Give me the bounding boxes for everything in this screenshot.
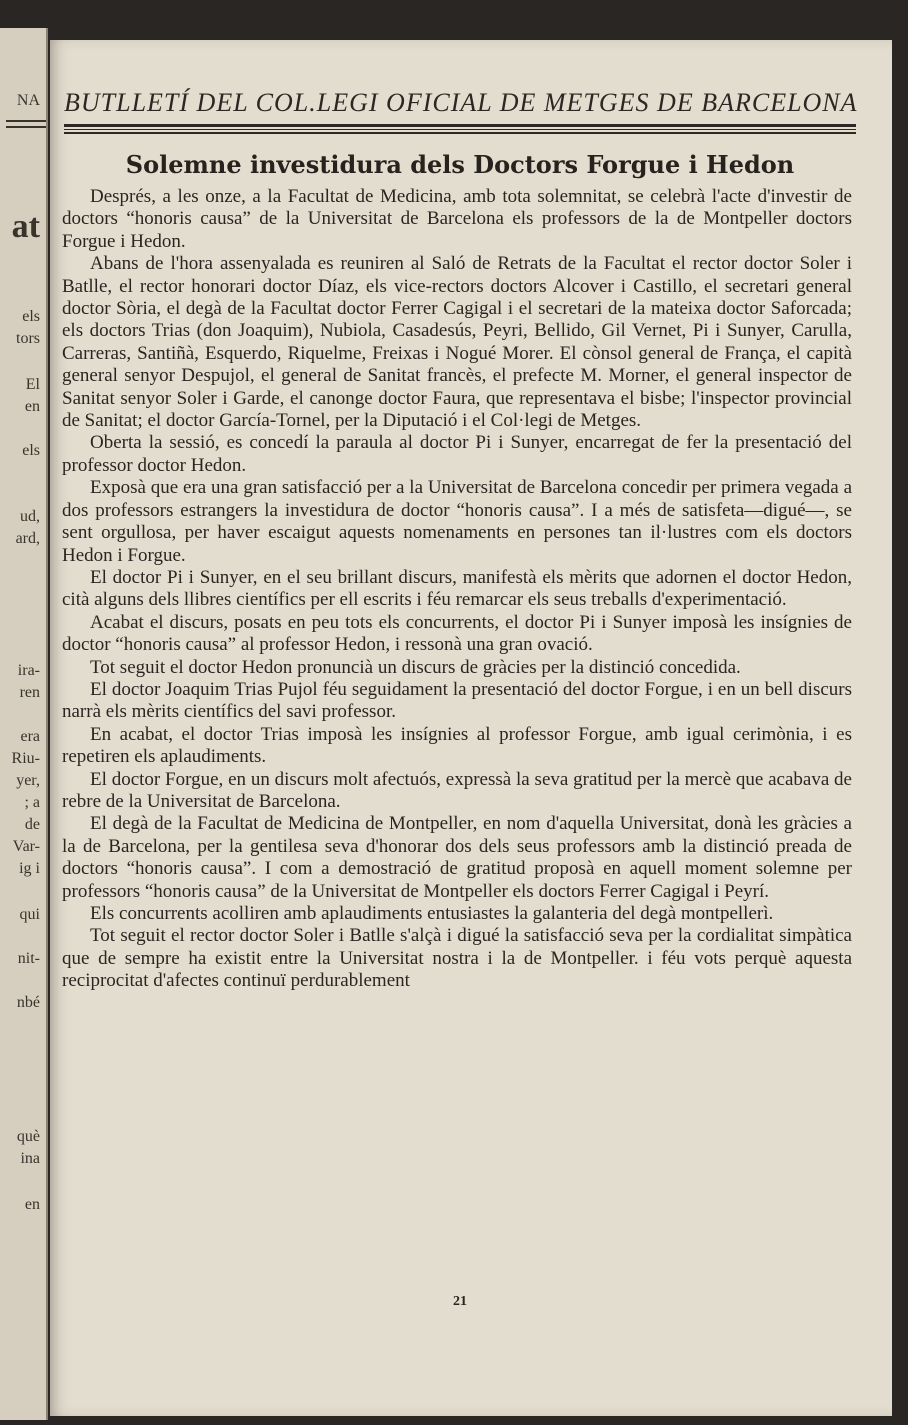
header-rule <box>64 124 856 127</box>
facing-page-fragment: ud, <box>20 508 40 525</box>
paragraph: En acabat, el doctor Trias imposà les insígnies al professor Forgue, amb igual cerimònia, i es repetiren els aplaudiments. <box>62 723 852 768</box>
facing-page-fragment: què <box>16 1128 40 1145</box>
header-rule <box>64 129 856 130</box>
facing-page-fragment: ren <box>19 684 40 701</box>
facing-page-fragment: de <box>24 816 40 833</box>
facing-page-fragment: tors <box>16 330 40 347</box>
paragraph: Tot seguit el rector doctor Soler i Batlle s'alçà i digué la satisfacció seva per la cordialitat simpàtica que de sempre ha existit entre la Universitat nostra i la de Montpeller. i féu vots perquè aquesta reciprocitat d'afectes continuï perdurablement <box>62 925 852 992</box>
facing-page-fragment: ig i <box>19 860 40 877</box>
facing-page-fragment: nbé <box>16 994 40 1011</box>
paragraph: Exposà que era una gran satisfacció per a la Universitat de Barcelona concedir per primera vegada a dos professors estrangers la investidura de doctor “honoris causa”. I a més de satisfeta—digué—, se sent orgullosa, per haver escaigut aquests nomenaments en persones tan il·lustres com els doctors Hedon i Forgue. <box>62 477 852 566</box>
facing-page-fragment: ira- <box>17 662 40 679</box>
facing-page-fragment: El <box>25 376 40 393</box>
paragraph: El degà de la Facultat de Medicina de Montpeller, en nom d'aquella Universitat, donà les gràcies a la de Barcelona, per la gentilesa seva d'honorar dos dels seus professors amb la distinció preada de doctors “honoris causa”. I com a demostració de gratitud proposà en aquell moment solemne per professors “honoris causa” de la Universitat de Montpeller els doctors Ferrer Cagigal i Peyrí. <box>62 813 852 902</box>
paragraph: El doctor Pi i Sunyer, en el seu brillant discurs, manifestà els mèrits que adornen el doctor Hedon, cità alguns dels llibres científics per ell escrits i féu remarcar els seus treballs d'experimentació. <box>62 566 852 611</box>
paragraph: Els concurrents acolliren amb aplaudiments entusiastes la galanteria del degà montpellerì. <box>90 903 774 924</box>
bulletin-page <box>50 40 892 1416</box>
facing-page-fragment: Riu- <box>11 750 40 767</box>
paragraph: Abans de l'hora assenyalada es reuniren al Saló de Retrats de la Facultat el rector doctor Soler i Batlle, el rector honorari doctor Díaz, els vice-rectors doctors Alcover i Castillo, el secretari general doctor Sòria, el degà de la Facultat doctor Ferrer Cagigal i el secretari de la mateixa doctor Saforcada; els doctors Trias (don Joaquim), Nubiola, Casadesús, Peyri, Bellido, Gil Vernet, Pi i Sunyer, Carulla, Carreras, Santiñà, Esquerdo, Riquelme, Freixas i Nogué Morer. El cònsol general de França, el capità general senyor Despujol, el general de Sanitat francès, el prefecte M. Morner, el general inspector de Sanitat senyor Soler i Garde, el canonge doctor Faura, que representava el bisbe; l'inspector provincial de Sanitat; el doctor García-Tornel, per la Diputació i el Col·legi de Metges. <box>62 253 852 432</box>
paragraph: El doctor Forgue, en un discurs molt afectuós, expressà la seva gratitud per la mercè que acabava de rebre de la Universitat de Barcelona. <box>62 768 852 812</box>
facing-page-edge <box>0 28 48 1420</box>
facing-page-fragment: ; a <box>24 794 40 811</box>
facing-page-fragment: qui <box>19 906 40 923</box>
page-number: 21 <box>453 1294 467 1309</box>
facing-page-header-rule <box>6 120 46 128</box>
facing-page-fragment: els <box>22 308 40 325</box>
facing-page-fragment: ard, <box>15 530 40 547</box>
facing-page-fragment: era <box>20 728 40 745</box>
article-title: Solemne investidura dels Doctors Forgue i Hedon <box>125 150 795 179</box>
facing-page-fragment: NA <box>16 92 40 109</box>
facing-page-fragment: en <box>24 398 40 415</box>
header-rule <box>64 132 856 134</box>
facing-page-fragment: ina <box>20 1150 40 1167</box>
paragraph: Després, a les onze, a la Facultat de Medicina, amb tota solemnitat, se celebrà l'acte d'investir de doctors “honoris causa” de la Universitat de Barcelona els professors de la de Montpeller doctors Forgue i Hedon. <box>62 186 852 252</box>
article-body <box>62 186 852 993</box>
running-header: BUTLLETÍ DEL COL.LEGI OFICIAL DE METGES DE BARCELONA <box>64 88 858 117</box>
facing-page-fragment: at <box>11 208 40 245</box>
paragraph: El doctor Joaquim Trias Pujol féu seguidament la presentació del doctor Forgue, i en un bell discurs narrà els mèrits científics del savi professor. <box>62 678 852 723</box>
facing-page-fragment: en <box>24 1196 40 1213</box>
facing-page-fragment: nit- <box>17 950 40 967</box>
paragraph: Oberta la sessió, es concedí la paraula al doctor Pi i Sunyer, encarregat de fer la presentació del professor doctor Hedon. <box>62 432 852 476</box>
facing-page-fragment: yer, <box>16 772 40 789</box>
facing-page-fragment: els <box>22 442 40 459</box>
paragraph: Tot seguit el doctor Hedon pronuncià un discurs de gràcies per la distinció concedida. <box>90 656 741 678</box>
facing-page-fragment: Var- <box>12 838 40 855</box>
paragraph: Acabat el discurs, posats en peu tots els concurrents, el doctor Pi i Sunyer imposà les insígnies de doctor “honoris causa” al professor Hedon, i ressonà una gran ovació. <box>62 611 852 656</box>
